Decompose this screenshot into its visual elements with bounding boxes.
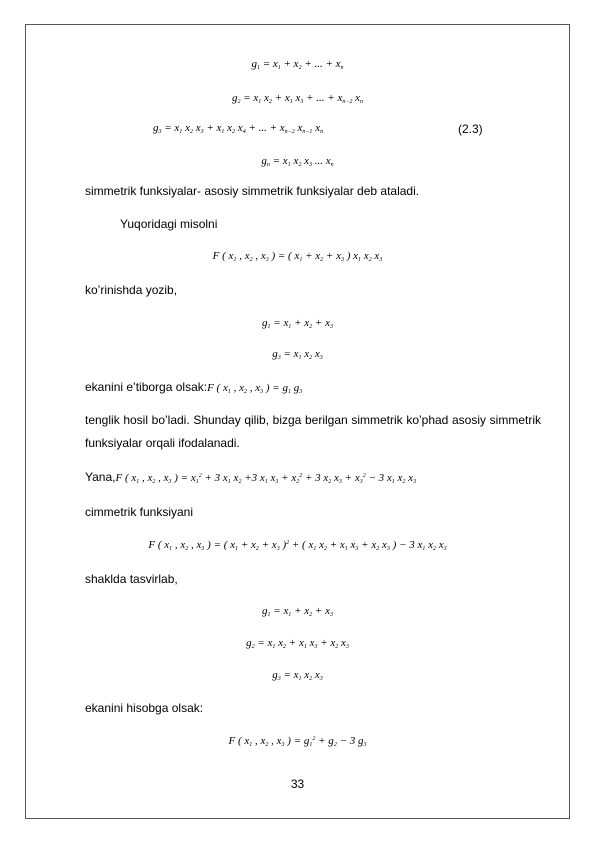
paragraph-example-intro: Yuqoridagi misolni <box>120 217 218 231</box>
paragraph-account: ekanini hisobga olsak: <box>85 701 204 715</box>
formula-F-grouped: F ( $x_1$ , $x_2$ , $x_3$ ) = ( $x_1 + x_2 + x_3$ )$^2$ + ( $x_1$ $x_2 + x_1$ $x_3 + x_2$ $x_3$ ) − 3 $x_1$ $x_2$ $x_3$ <box>148 539 447 552</box>
formula-g3-final: $g_3 = x_1$ $x_2$ $x_3$ <box>272 669 323 682</box>
paragraph-result-line2: funksiyalar orqali ifodalanadi. <box>85 436 240 450</box>
paragraph-represent: shaklda tasvirlab, <box>85 572 178 586</box>
equation-number: (2.3) <box>458 122 483 136</box>
formula-F-example: F ( $x_1$ , $x_2$ , $x_3$ ) = ( $x_1 + x_2 + x_3$ ) $x_1$ $x_2$ $x_3$ <box>212 250 383 263</box>
formula-F-final: F ( $x_1$ , $x_2$ , $x_3$ ) = $g_1^2 + g_2 - 3$ $g_3$ <box>228 735 367 748</box>
formula-g1-final: $g_1 = x_1 + x_2 + x_3$ <box>262 605 333 618</box>
paragraph-symmetric: cimmetrik funksiyani <box>85 505 194 519</box>
formula-g3-three: $g_3 = x_1$ $x_2$ $x_3$ <box>272 348 323 361</box>
formula-g1-general: $g_1 = x_1 + x_2$ + ... + $x_n$ <box>251 58 344 71</box>
paragraph-another <box>85 470 416 485</box>
paragraph-definition: simmetrik funksiyalar- asosiy simmetrik funksiyalar deb ataladi. <box>85 184 420 198</box>
paragraph-considering <box>85 380 302 395</box>
formula-gn-general: $g_n = x_1$ $x_2$ $x_3$ ... $x_n$ <box>261 155 334 168</box>
formula-F-g1g3: F ( $x_1$ , $x_2$ , $x_3$ ) = $g_1$ $g_3$ <box>207 382 303 395</box>
paragraph-considering-text: ekanini e’tiborga olsak: <box>85 380 208 394</box>
formula-g3-general: $g_3 = x_1$ $x_2$ $x_3 + x_1$ $x_2$ $x_4$ + ... + $x_{n-2}$ $x_{n-1}$ $x_n$ <box>153 122 324 135</box>
page-number: 33 <box>290 777 305 791</box>
formula-F-expanded: F ( $x_1$ , $x_2$ , $x_3$ ) = $x_1^2 + 3$ $x_1$ $x_2 +3$ $x_1$ $x_3 + x_2^2 + 3$ $x_2$ $x_3 + x_3^2 - 3$ $x_1$ $x_2$ $x_3$ <box>115 472 417 485</box>
formula-g1-three: $g_1 = x_1 + x_2 + x_3$ <box>262 317 333 330</box>
paragraph-rewrite: ko’rinishda yozib, <box>85 283 178 297</box>
formula-g2-general: $g_2 = x_1$ $x_2 + x_1$ $x_3$ + ... + $x_{n-2}$ $x_n$ <box>231 92 364 105</box>
paragraph-another-text: Yana, <box>85 470 116 484</box>
formula-g2-final: $g_2 = x_1$ $x_2 + x_1$ $x_3 + x_2$ $x_3$ <box>246 637 349 650</box>
paragraph-result-line1: tenglik hosil bo’ladi. Shunday qilib, bizga berilgan simmetrik ko’phad asosiy simmetrik <box>85 413 541 427</box>
